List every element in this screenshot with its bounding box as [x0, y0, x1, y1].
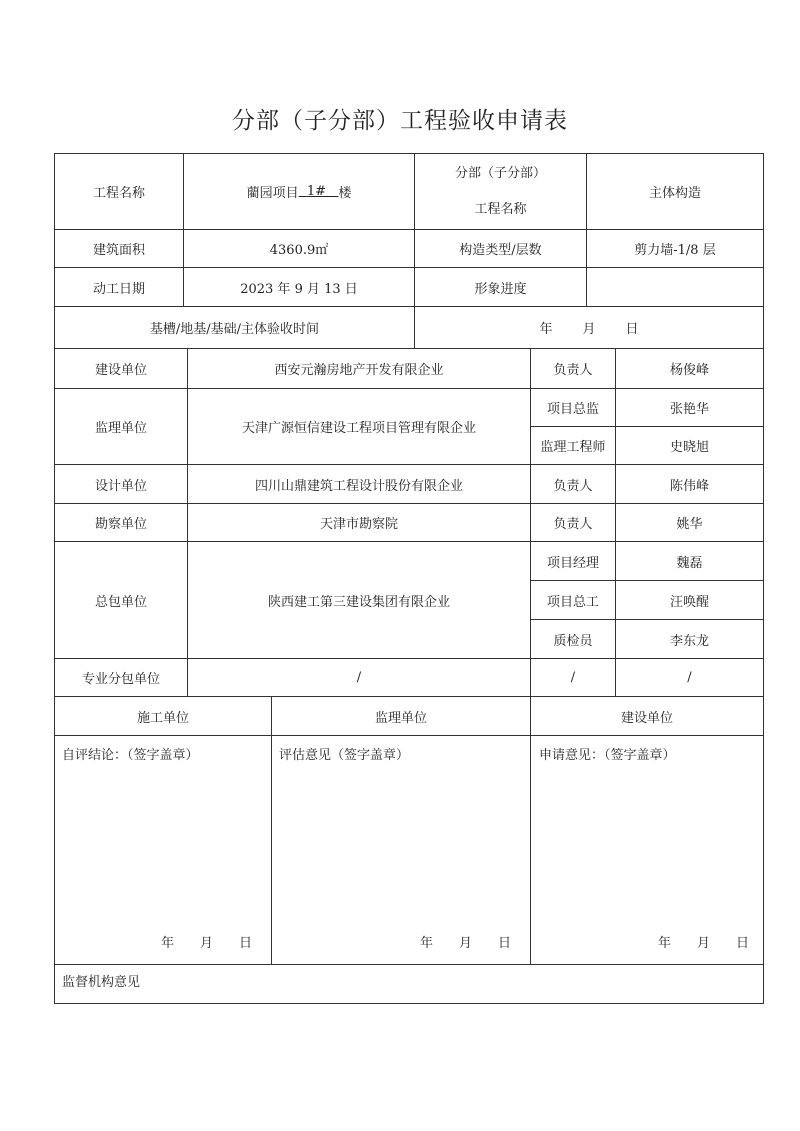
acceptance-day: 日: [625, 322, 639, 337]
design-unit-role: 负责人: [553, 478, 593, 494]
acceptance-time-label: 基槽/地基/基础/主体验收时间: [149, 322, 320, 337]
survey-unit-role: 负责人: [553, 517, 593, 532]
building-area-value: 4360.9㎡: [269, 243, 329, 258]
supervision-role-1: 项目总监: [546, 402, 599, 417]
acceptance-month: 月: [582, 322, 596, 337]
build-opinion-date: 年 月 日: [658, 936, 750, 951]
supervision-unit-header: 监理单位: [374, 710, 427, 726]
subdivision-label-line1: 分部（子分部）: [454, 165, 546, 181]
survey-unit-label: 勘察单位: [94, 517, 147, 532]
build-application-caption: 申请意见：（签字盖章）: [539, 748, 676, 763]
survey-unit-name: 天津市勘察院: [319, 517, 398, 532]
construction-unit-header: 施工单位: [136, 710, 189, 726]
start-date-value: 2023 年 9 月 13 日: [240, 281, 358, 297]
supervisory-agency-opinion-label: 监督机构意见: [62, 975, 141, 990]
supervision-opinion-date: 年 月 日: [420, 936, 512, 951]
specialty-subcontractor-name: /: [356, 670, 362, 685]
build-unit-label: 建设单位: [94, 363, 147, 378]
general-role-1: 项目经理: [546, 555, 599, 571]
project-name-label: 工程名称: [92, 186, 145, 201]
supervision-person-2: 史晓旭: [669, 440, 709, 455]
start-date-label: 动工日期: [92, 281, 145, 297]
build-unit-role: 负责人: [553, 363, 593, 378]
subdivision-value: 主体构造: [648, 186, 701, 201]
project-name-suffix: 楼: [338, 186, 352, 201]
design-unit-name: 四川山鼎建筑工程设计股份有限企业: [254, 478, 463, 494]
supervision-evaluation-caption: 评估意见（签字盖章）: [279, 748, 410, 763]
general-person-2: 汪唤醒: [669, 594, 709, 610]
acceptance-year: 年: [539, 322, 553, 337]
supervision-unit-label: 监理单位: [94, 421, 147, 436]
build-unit-person: 杨俊峰: [669, 363, 709, 378]
general-role-2: 项目总工: [546, 594, 599, 610]
general-person-3: 李东龙: [669, 633, 709, 649]
form-title: 分部（子分部）工程验收申请表: [232, 108, 568, 134]
design-unit-person: 陈伟峰: [669, 478, 709, 494]
specialty-subcontractor-role: /: [570, 670, 576, 685]
general-person-1: 魏磊: [676, 555, 703, 571]
construction-opinion-date: 年 月 日: [161, 936, 253, 951]
project-name-prefix: 藺园项目: [246, 186, 299, 201]
subdivision-label-line2: 工程名称: [474, 201, 527, 217]
supervision-person-1: 张艳华: [669, 402, 709, 417]
building-number: 1#: [306, 184, 327, 199]
general-contractor-label: 总包单位: [94, 594, 147, 610]
application-form-table: [54, 153, 764, 1004]
progress-label: 形象进度: [474, 281, 527, 297]
building-area-label: 建筑面积: [92, 243, 145, 258]
supervision-unit-name: 天津广源恒信建设工程项目管理有限企业: [241, 421, 476, 436]
supervision-role-2: 监理工程师: [540, 440, 606, 455]
survey-unit-person: 姚华: [676, 517, 703, 532]
specialty-subcontractor-label: 专业分包单位: [81, 672, 160, 687]
structure-type-label: 构造类型/层数: [459, 243, 542, 258]
build-unit-name: 西安元瀚房地产开发有限企业: [274, 363, 444, 378]
general-role-3: 质检员: [553, 633, 593, 649]
general-contractor-name: 陕西建工第三建设集团有限企业: [267, 594, 450, 610]
construction-self-evaluation-caption: 自评结论：（签字盖章）: [62, 748, 199, 763]
design-unit-label: 设计单位: [94, 478, 147, 494]
structure-type-value: 剪力墙-1/8 层: [634, 243, 716, 258]
build-unit-header: 建设单位: [620, 710, 673, 726]
specialty-subcontractor-person: /: [687, 670, 692, 685]
